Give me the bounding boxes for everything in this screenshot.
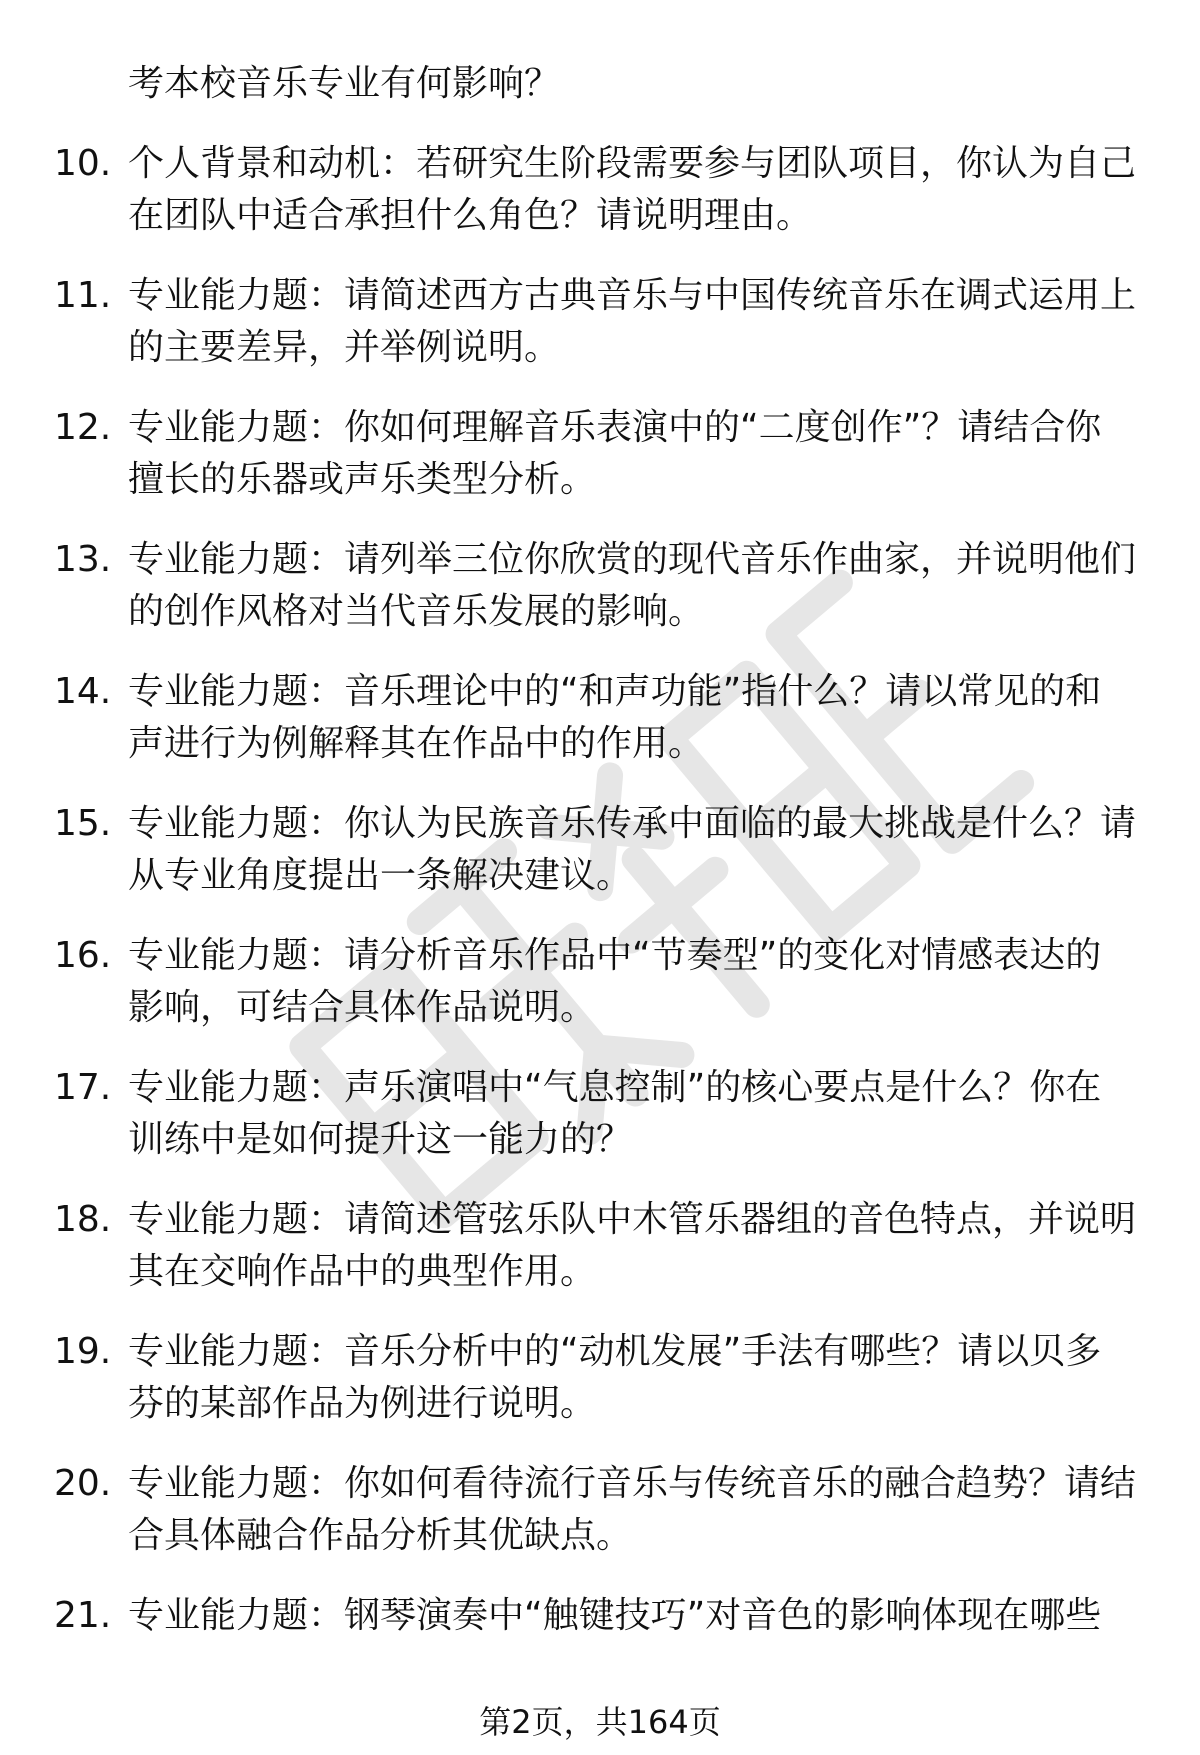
page-footer: 第2页，共164页	[479, 1703, 721, 1741]
list-item	[0, 1194, 1200, 1326]
question-number: 21.	[54, 1595, 112, 1636]
question-number: 18.	[54, 1199, 112, 1240]
question-line: 擅长的乐器或声乐类型分析。	[128, 459, 597, 500]
question-line: 其在交响作品中的典型作用。	[128, 1251, 597, 1292]
question-number: 17.	[54, 1067, 112, 1108]
question-line: 个人背景和动机：若研究生阶段需要参与团队项目，你认为自己	[128, 143, 1137, 184]
question-line: 从专业角度提出一条解决建议。	[128, 855, 633, 896]
question-list	[0, 138, 1200, 1722]
list-item	[0, 534, 1200, 666]
question-number: 12.	[54, 407, 112, 448]
question-text	[128, 1590, 1144, 1642]
question-number: 16.	[54, 935, 112, 976]
list-item	[0, 1458, 1200, 1590]
question-line: 专业能力题：你如何理解音乐表演中的“二度创作”？请结合你	[128, 407, 1102, 448]
question-line: 的主要差异，并举例说明。	[128, 327, 561, 368]
question-line: 专业能力题：声乐演唱中“气息控制”的核心要点是什么？你在	[128, 1067, 1102, 1108]
question-line: 专业能力题：音乐分析中的“动机发展”手法有哪些？请以贝多	[128, 1331, 1102, 1372]
question-number: 10.	[54, 143, 112, 184]
question-line: 声进行为例解释其在作品中的作用。	[128, 723, 705, 764]
list-item	[0, 930, 1200, 1062]
list-item	[0, 138, 1200, 270]
list-item	[0, 1062, 1200, 1194]
list-item	[0, 1326, 1200, 1458]
question-text	[128, 1062, 1144, 1166]
question-line: 专业能力题：你如何看待流行音乐与传统音乐的融合趋势？请结	[128, 1463, 1137, 1504]
question-number: 19.	[54, 1331, 112, 1372]
question-text	[128, 1458, 1144, 1562]
question-line: 专业能力题：请简述管弦乐队中木管乐器组的音色特点，并说明	[128, 1199, 1137, 1240]
list-item	[0, 798, 1200, 930]
question-line: 专业能力题：请分析音乐作品中“节奏型”的变化对情感表达的	[128, 935, 1102, 976]
question-line: 芬的某部作品为例进行说明。	[128, 1383, 597, 1424]
question-line: 在团队中适合承担什么角色？请说明理由。	[128, 195, 813, 236]
question-text	[128, 1326, 1144, 1430]
continuation-text: 考本校音乐专业有何影响？	[128, 63, 561, 104]
question-line: 专业能力题：钢琴演奏中“触键技巧”对音色的影响体现在哪些	[128, 1595, 1102, 1636]
question-number: 14.	[54, 671, 112, 712]
question-text	[128, 402, 1144, 506]
question-line: 的创作风格对当代音乐发展的影响。	[128, 591, 705, 632]
question-line: 合具体融合作品分析其优缺点。	[128, 1515, 633, 1556]
question-text	[128, 1194, 1144, 1298]
question-number: 20.	[54, 1463, 112, 1504]
question-number: 13.	[54, 539, 112, 580]
question-number: 15.	[54, 803, 112, 844]
question-line: 训练中是如何提升这一能力的？	[128, 1119, 633, 1160]
question-line: 专业能力题：你认为民族音乐传承中面临的最大挑战是什么？请	[128, 803, 1137, 844]
question-text	[128, 930, 1144, 1034]
list-item	[0, 402, 1200, 534]
list-item	[0, 270, 1200, 402]
question-number: 11.	[54, 275, 112, 316]
question-text	[128, 270, 1144, 374]
question-text	[128, 666, 1144, 770]
question-text	[128, 798, 1144, 902]
question-text	[128, 534, 1144, 638]
question-line: 影响，可结合具体作品说明。	[128, 987, 597, 1028]
list-item	[0, 666, 1200, 798]
question-line: 专业能力题：请简述西方古典音乐与中国传统音乐在调式运用上	[128, 275, 1137, 316]
question-line: 专业能力题：音乐理论中的“和声功能”指什么？请以常见的和	[128, 671, 1102, 712]
question-text	[128, 138, 1144, 242]
question-line: 专业能力题：请列举三位你欣赏的现代音乐作曲家，并说明他们	[128, 539, 1137, 580]
